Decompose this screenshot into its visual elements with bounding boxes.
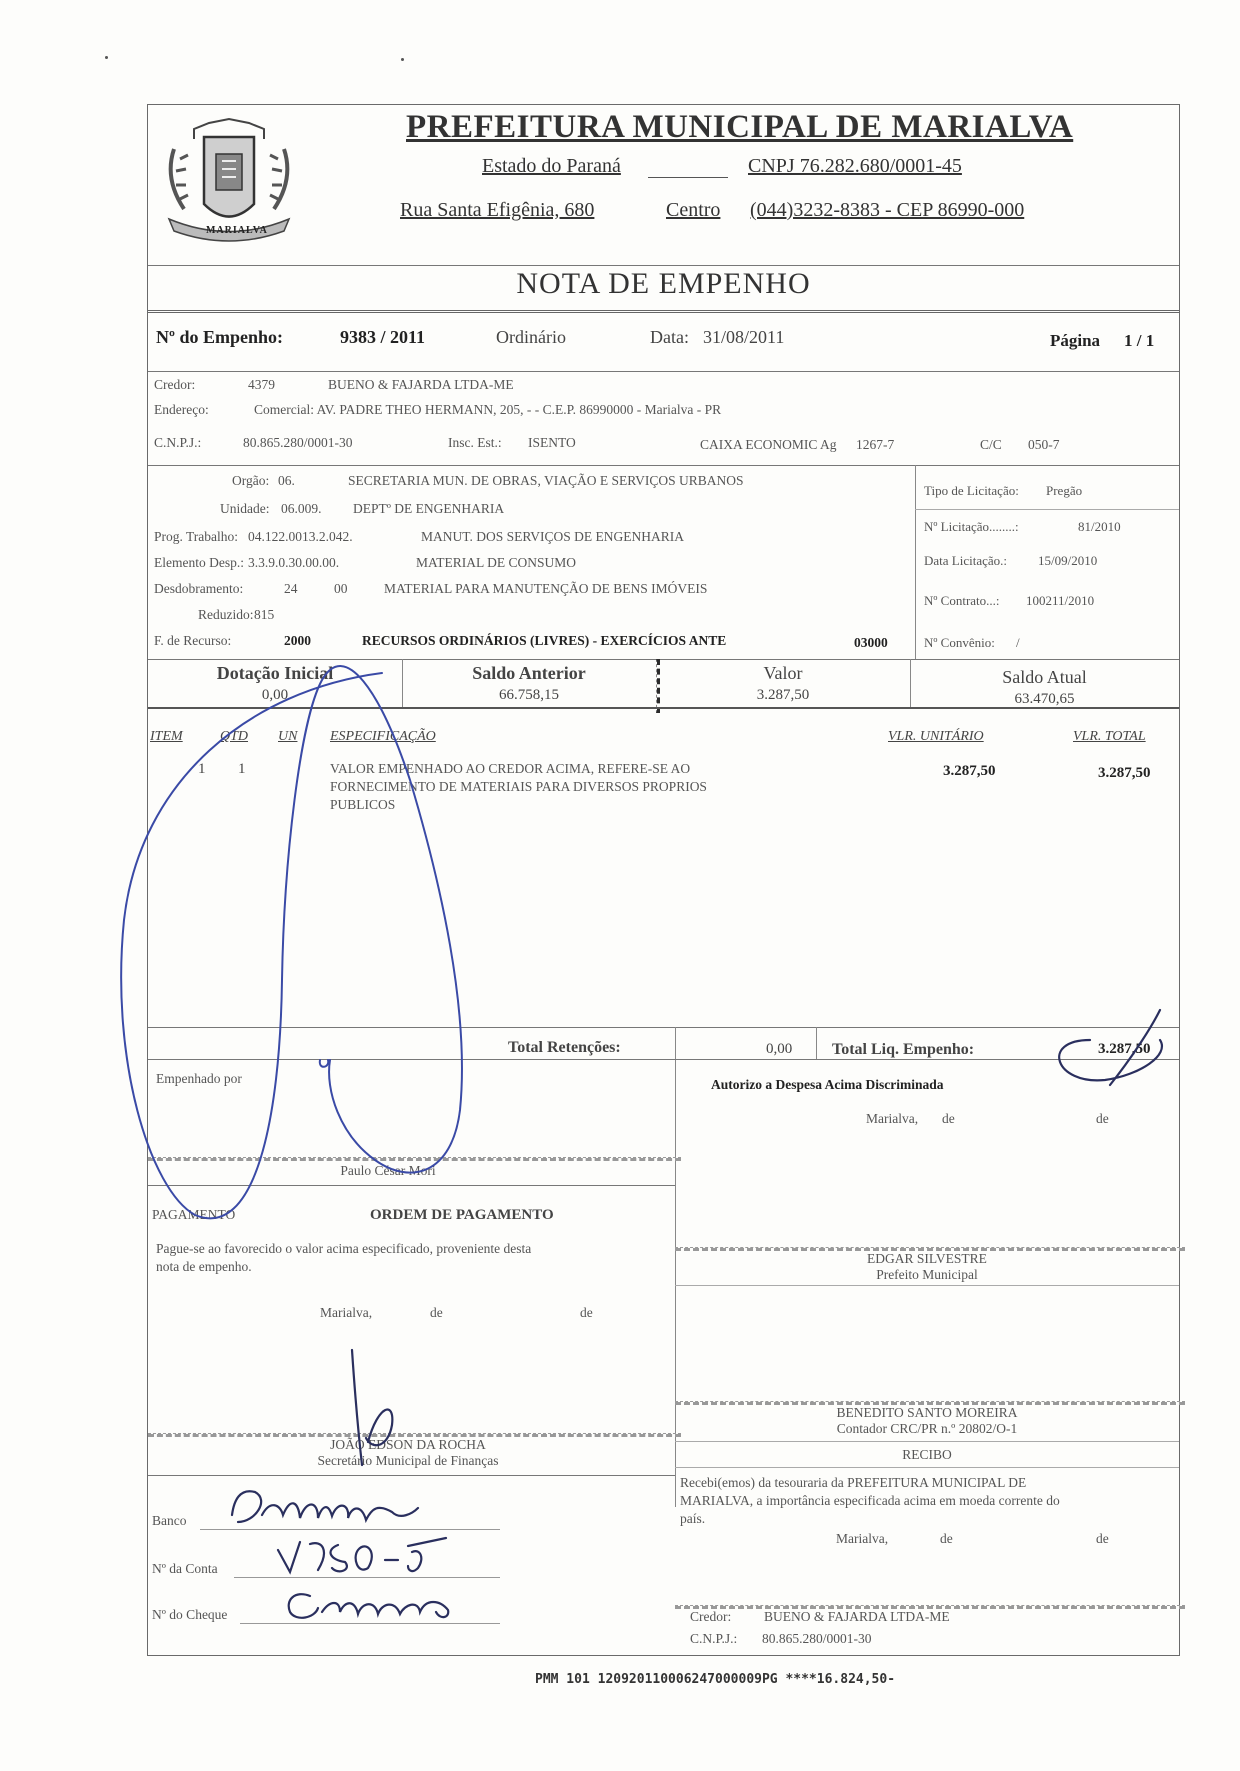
recurso-num: 03000 — [854, 635, 888, 650]
desdob-code2: 00 — [334, 581, 348, 596]
col-vlr-total: VLR. TOTAL — [1073, 729, 1146, 744]
tipo-licitacao-label: Tipo de Licitação: — [924, 483, 1019, 498]
col-item: ITEM — [150, 729, 183, 744]
autorizo-city: Marialva, — [866, 1111, 919, 1126]
recurso-name: RECURSOS ORDINÁRIOS (LIVRES) - EXERCÍCIOS ANTE — [362, 633, 727, 648]
ordem-pagamento-title: ORDEM DE PAGAMENTO — [370, 1207, 554, 1223]
item-total-value: 3.287,50 — [1098, 765, 1151, 781]
item-number: 1 — [198, 761, 206, 777]
conta-label: Nº da Conta — [152, 1561, 218, 1576]
credor-code: 4379 — [248, 377, 275, 392]
col-un: UN — [278, 729, 298, 744]
saldo-anterior-label: Saldo Anterior — [472, 663, 586, 683]
empenho-date: 31/08/2011 — [703, 327, 785, 347]
credor-insc-label: Insc. Est.: — [448, 435, 502, 450]
dotacao-value: 0,00 — [261, 687, 289, 703]
cheque-label: Nº do Cheque — [152, 1607, 228, 1622]
recibo-cnpj: 80.865.280/0001-30 — [762, 1631, 872, 1646]
valor-value: 3.287,50 — [756, 687, 810, 703]
desdob-code1: 24 — [284, 581, 298, 596]
contador-role: Contador CRC/PR n.º 20802/O-1 — [836, 1421, 1018, 1436]
elemento-name: MATERIAL DE CONSUMO — [416, 555, 577, 570]
orgao-name: SECRETARIA MUN. DE OBRAS, VIAÇÃO E SERVIÇOS URBANOS — [348, 473, 744, 488]
recibo-title: RECIBO — [902, 1447, 952, 1462]
elemento-code: 3.3.9.0.30.00.00. — [248, 555, 340, 570]
page-number: 1 / 1 — [1124, 331, 1155, 350]
recibo-de2: de — [1096, 1531, 1109, 1546]
recibo-line3: país. — [680, 1511, 706, 1526]
municipal-seal-icon — [154, 109, 304, 249]
empenhado-label: Empenhado por — [156, 1071, 242, 1086]
item-desc-line3: PUBLICOS — [330, 797, 396, 812]
saldo-atual-label: Saldo Atual — [1002, 667, 1087, 687]
page-label: Página — [1050, 331, 1101, 350]
unidade-name: DEPTº DE ENGENHARIA — [353, 501, 505, 516]
num-licitacao-label: Nº Licitação........: — [924, 519, 1019, 534]
recibo-cnpj-label: C.N.P.J.: — [690, 1631, 738, 1646]
retencoes-label: Total Retenções: — [508, 1039, 621, 1056]
reduzido-value: 815 — [254, 607, 275, 622]
desdob-name: MATERIAL PARA MANUTENÇÃO DE BENS IMÓVEIS — [384, 581, 708, 596]
seal-banner-text: MARIALVA — [206, 225, 268, 236]
recibo-de1: de — [940, 1531, 953, 1546]
unidade-code: 06.009. — [281, 501, 322, 516]
org-address: Rua Santa Efigênia, 680 — [400, 199, 595, 221]
pagamento-city: Marialva, — [320, 1305, 373, 1320]
prefeito-role: Prefeito Municipal — [876, 1267, 978, 1282]
credor-cc: 050-7 — [1028, 437, 1060, 452]
state-name: Estado do Paraná — [482, 155, 621, 177]
col-qtd: QTD — [220, 729, 249, 744]
pagamento-de1: de — [430, 1305, 443, 1320]
col-vlr-unitario: VLR. UNITÁRIO — [888, 729, 984, 744]
credor-insc: ISENTO — [528, 435, 576, 450]
num-licitacao: 81/2010 — [1078, 519, 1121, 534]
secretario-name: JOÃO EDSON DA ROCHA — [330, 1437, 486, 1452]
contrato-number: 100211/2010 — [1026, 593, 1095, 608]
item-desc-line2: FORNECIMENTO DE MATERIAIS PARA DIVERSOS PROPRIOS — [330, 779, 707, 794]
credor-cnpj: 80.865.280/0001-30 — [243, 435, 353, 450]
prog-name: MANUT. DOS SERVIÇOS DE ENGENHARIA — [421, 529, 685, 544]
credor-cc-label: C/C — [980, 437, 1002, 452]
unidade-label: Unidade: — [220, 501, 270, 516]
convenio-label: Nº Convênio: — [924, 635, 995, 650]
autorizo-de2: de — [1096, 1111, 1109, 1126]
scan-speck — [105, 56, 108, 59]
recurso-code: 2000 — [284, 633, 311, 648]
pagamento-text-line2: nota de empenho. — [156, 1259, 252, 1274]
prog-label: Prog. Trabalho: — [154, 529, 239, 544]
empenho-type: Ordinário — [496, 327, 566, 347]
footer-code: PMM 101 120920110006247000009PG ****16.824,50- — [535, 1672, 896, 1687]
saldo-atual-value: 63.470,65 — [1014, 691, 1075, 707]
empenhado-signer: Paulo César Mori — [340, 1163, 436, 1178]
recibo-credor: BUENO & FAJARDA LTDA-ME — [764, 1609, 950, 1624]
liq-empenho-label: Total Liq. Empenho: — [832, 1041, 975, 1058]
credor-agency: 1267-7 — [856, 437, 895, 452]
org-title: PREFEITURA MUNICIPAL DE MARIALVA — [406, 109, 1074, 145]
autorizo-label: Autorizo a Despesa Acima Discriminada — [711, 1077, 944, 1092]
retencoes-value: 0,00 — [766, 1041, 793, 1057]
recibo-city: Marialva, — [836, 1531, 889, 1546]
pagamento-label: PAGAMENTO — [152, 1207, 236, 1222]
nota-de-empenho-form — [147, 104, 1180, 1656]
pagamento-text-line1: Pague-se ao favorecido o valor acima especificado, proveniente desta — [156, 1241, 532, 1256]
pagamento-de2: de — [580, 1305, 593, 1320]
empenho-number-label: Nº do Empenho: — [156, 327, 283, 347]
dotacao-label: Dotação Inicial — [216, 663, 334, 683]
recibo-credor-label: Credor: — [690, 1609, 732, 1624]
recibo-line2: MARIALVA, a importância especificada acima em moeda corrente do — [680, 1493, 1060, 1508]
empenho-date-label: Data: — [650, 327, 689, 347]
saldo-anterior-value: 66.758,15 — [499, 687, 559, 703]
valor-label: Valor — [763, 663, 803, 683]
tipo-licitacao: Pregão — [1046, 483, 1083, 498]
org-district: Centro — [666, 199, 721, 221]
credor-address: Comercial: AV. PADRE THEO HERMANN, 205, - - C.E.P. 86990000 - Marialva - PR — [254, 402, 722, 417]
credor-label: Credor: — [154, 377, 196, 392]
autorizo-de1: de — [942, 1111, 955, 1126]
reduzido-label: Reduzido: — [198, 607, 254, 622]
recibo-line1: Recebi(emos) da tesouraria da PREFEITURA MUNICIPAL DE — [680, 1475, 1027, 1490]
convenio-number: / — [1016, 635, 1020, 650]
org-phone-cep: (044)3232-8383 - CEP 86990-000 — [750, 199, 1025, 221]
credor-name: BUENO & FAJARDA LTDA-ME — [328, 377, 514, 392]
desdob-label: Desdobramento: — [154, 581, 244, 596]
credor-address-label: Endereço: — [154, 402, 209, 417]
recurso-label: F. de Recurso: — [154, 633, 232, 648]
banco-label: Banco — [152, 1513, 187, 1528]
orgao-code: 06. — [278, 473, 295, 488]
data-licitacao: 15/09/2010 — [1038, 553, 1098, 568]
doc-title: NOTA DE EMPENHO — [516, 267, 811, 300]
liq-empenho-value: 3.287,50 — [1098, 1041, 1151, 1057]
scan-speck — [401, 58, 404, 61]
col-especificacao: ESPECIFICAÇÃO — [330, 729, 436, 744]
item-qty: 1 — [238, 761, 246, 777]
org-cnpj: CNPJ 76.282.680/0001-45 — [748, 155, 962, 177]
contrato-label: Nº Contrato...: — [924, 593, 1000, 608]
data-licitacao-label: Data Licitação.: — [924, 553, 1008, 568]
credor-cnpj-label: C.N.P.J.: — [154, 435, 202, 450]
prog-code: 04.122.0013.2.042. — [248, 529, 353, 544]
contador-name: BENEDITO SANTO MOREIRA — [836, 1405, 1018, 1420]
elemento-label: Elemento Desp.: — [154, 555, 244, 570]
empenho-number: 9383 / 2011 — [340, 327, 426, 347]
item-desc-line1: VALOR EMPENHADO AO CREDOR ACIMA, REFERE-SE AO — [330, 761, 691, 776]
item-unit-value: 3.287,50 — [943, 763, 996, 779]
secretario-role: Secretário Municipal de Finanças — [317, 1453, 499, 1468]
orgao-label: Orgão: — [232, 473, 270, 488]
credor-bank: CAIXA ECONOMIC Ag — [700, 437, 837, 452]
prefeito-name: EDGAR SILVESTRE — [867, 1251, 987, 1266]
